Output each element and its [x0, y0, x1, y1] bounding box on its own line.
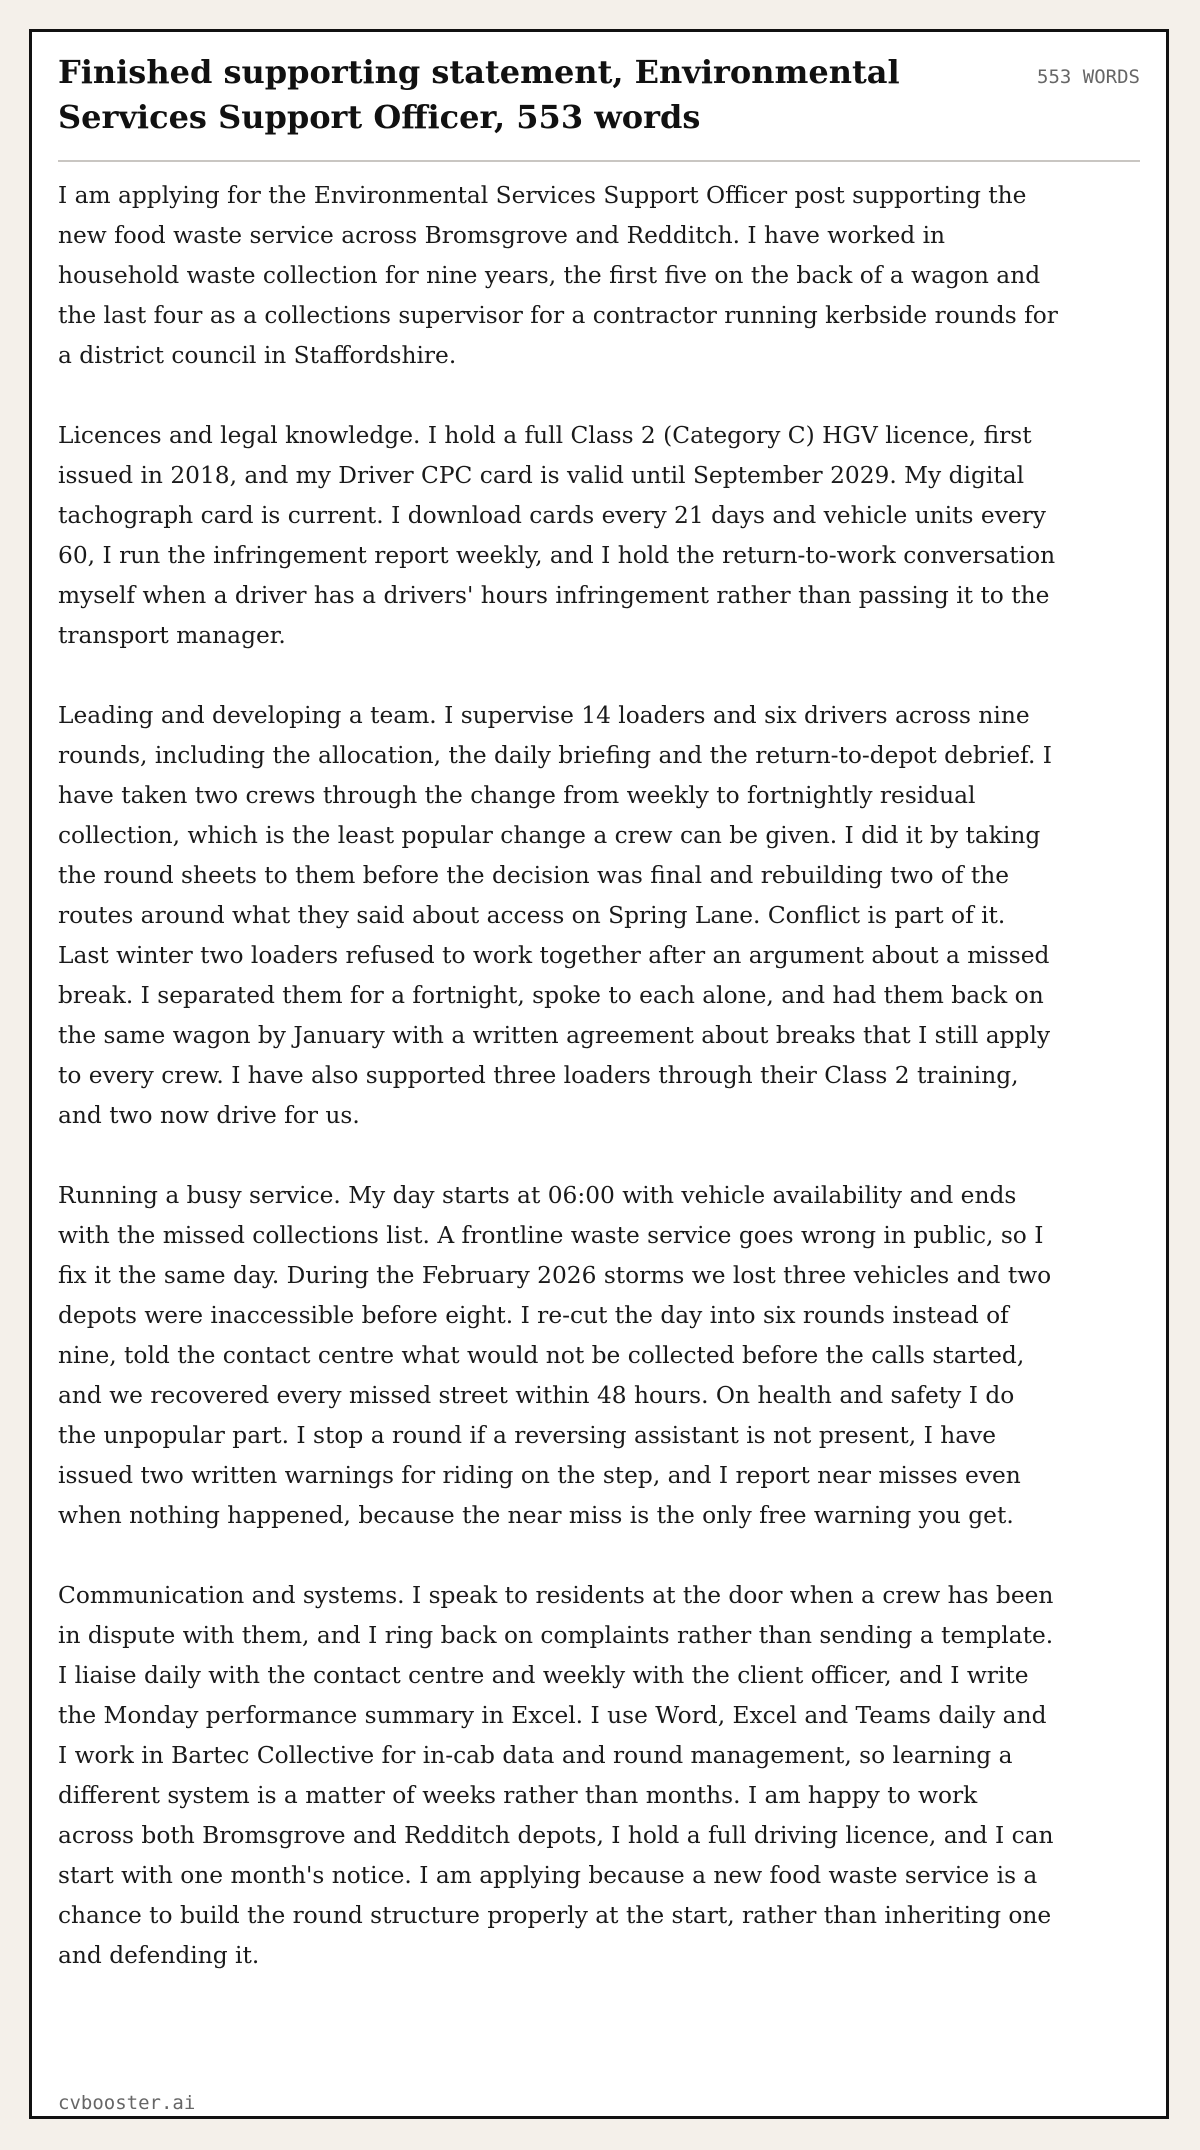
paragraph-intro: I am applying for the Environmental Services Support Officer post supporting the new food waste service across Bromsgrove and Redditch. I have worked in household waste collection for nine years, the first five on the back of a wagon and the last four as a collections supervisor for a contractor running kerbside rounds for a district council in Staffordshire.	[58, 182, 1058, 369]
paragraph-communication: Communication and systems. I speak to residents at the door when a crew has been in dispute with them, and I ring back on complaints rather than sending a template. I liaise daily with the contact centre and weekly with the client officer, and I write the Monday performance summary in Excel. I use Word, Excel and Teams daily and I work in Bartec Collective for in-cab data and round management, so learning a different system is a matter of weeks rather than months. I am happy to work across both Bromsgrove and Redditch depots, I hold a full driving licence, and I can start with one month's notice. I am applying because a new food waste service is a chance to build the round structure properly at the start, rather than inheriting one and defending it.	[58, 1582, 1054, 1969]
paragraph-licences: Licences and legal knowledge. I hold a full Class 2 (Category C) HGV licence, first issued in 2018, and my Driver CPC card is valid until September 2029. My digital tachograph card is current. I download cards every 21 days and vehicle units every 60, I run the infringement report weekly, and I hold the return-to-work conversation myself when a driver has a drivers' hours infringement rather than passing it to the transport manager.	[58, 422, 1056, 649]
statement-body	[58, 176, 1058, 2016]
paragraph-service: Running a busy service. My day starts at 06:00 with vehicle availability and ends with the missed collections list. A frontline waste service goes wrong in public, so I fix it the same day. During the February 2026 storms we lost three vehicles and two depots were inaccessible before eight. I re-cut the day into six rounds instead of nine, told the contact centre what would not be collected before the calls started, and we recovered every missed street within 48 hours. On health and safety I do the unpopular part. I stop a round if a reversing assistant is not present, I have issued two written warnings for riding on the step, and I report near misses even when nothing happened, because the near miss is the only free warning you get.	[58, 1182, 1052, 1529]
statement-title: Finished supporting statement, Environmental Services Support Officer, 553 words	[58, 53, 900, 136]
statement-card	[29, 29, 1169, 2119]
word-count-badge: 553 WORDS	[1037, 66, 1140, 88]
statement-header	[58, 50, 1140, 162]
paragraph-team: Leading and developing a team. I supervise 14 loaders and six drivers across nine rounds, including the allocation, the daily briefing and the return-to-depot debrief. I have taken two crews through the change from weekly to fortnightly residual collection, which is the least popular change a crew can be given. I did it by taking the round sheets to them before the decision was final and rebuilding two of the routes around what they said about access on Spring Lane. Conflict is part of it. Last winter two loaders refused to work together after an argument about a missed break. I separated them for a fortnight, spoke to each alone, and had them back on the same wagon by January with a written agreement about breaks that I still apply to every crew. I have also supported three loaders through their Class 2 training, and two now drive for us.	[58, 702, 1052, 1129]
footer-brand: cvbooster.ai	[58, 2092, 196, 2114]
